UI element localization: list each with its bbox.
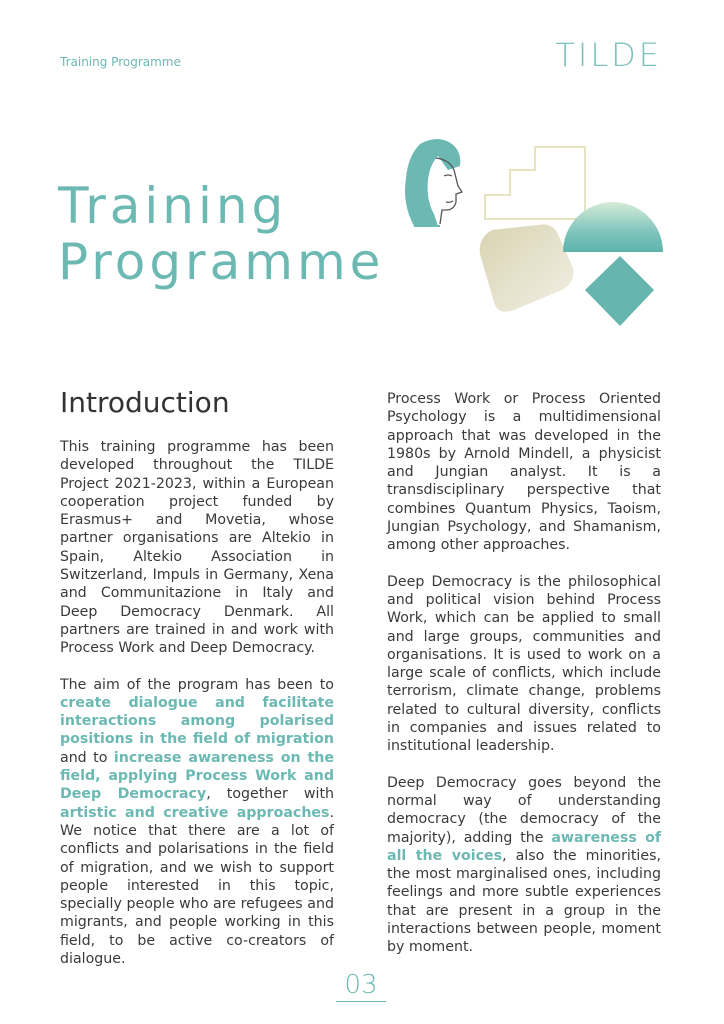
highlight-text: artistic and creative approaches [60, 804, 330, 821]
paragraph: Process Work or Process Oriented Psychology is a multidimensional approach that was developed in the 1980s by Arnold Mindell, a physicist and Jungian analyst. It is a transdisciplinary perspective that combines Quantum Physics, Taoism, Jungian Psychology, and Shamanism, among other approaches. [387, 391, 661, 554]
highlight-text: awareness of all the voices [387, 829, 661, 864]
head-profile-icon [405, 139, 462, 226]
page-number: 03 [344, 970, 378, 1000]
text-run: The aim of the program has been to [60, 676, 334, 693]
text-run: and to [60, 749, 114, 766]
page-title-line-1: Training [58, 177, 288, 235]
header-label: Training Programme [60, 55, 181, 69]
right-column [387, 390, 661, 975]
stairs-icon [485, 147, 585, 219]
paragraph: Deep Democracy is the philosophical and political vision behind Process Work, which can be applied to small and large groups, communities and organisations. It is used to work on a large scale of conflicts, which include terrorism, climate change, problems related to cultural diversity, conflicts in companies and issues related to institutional leadership. [387, 573, 661, 755]
text-run: Deep Democracy goes beyond the normal way of understanding democracy (the democracy of the majority), adding the [387, 774, 661, 846]
left-column [60, 438, 334, 986]
page-title [58, 178, 384, 290]
half-circle-icon [563, 202, 663, 252]
section-title: Introduction [60, 386, 230, 419]
brand-logo: TILDE [555, 36, 662, 74]
page-title-line-2: Programme [58, 233, 385, 291]
text-run: , together with [206, 786, 334, 803]
page-number-underline [336, 1001, 386, 1002]
paragraph [387, 774, 661, 957]
highlight-text: create dialogue and facilitate interactions among polarised positions in the field of migration [60, 694, 334, 748]
text-run: . We notice that there are a lot of conflicts and polarisations in the field of migration, and we wish to support people interested in this topic, specially people who are refugees and migrants, and people working in this field, to be active co-creators of dialogue. [60, 804, 334, 968]
rounded-parallelogram-icon [480, 224, 574, 311]
paragraph: This training programme has been developed throughout the TILDE Project 2021-2023, within a European cooperation project funded by Erasmus+ and Movetia, whose partner organisations are Altekio in Spain, Altekio Association in Switzerland, Impuls in Germany, Xena and Communitazione in Italy and Deep Democracy Denmark. All partners are trained in and work with Process Work and Deep Democracy. [60, 439, 334, 657]
highlight-text: increase awareness on the field, applying Process Work and Deep Democracy [60, 749, 334, 803]
illustration [380, 130, 670, 340]
diamond-icon [585, 256, 654, 326]
paragraph [60, 676, 334, 969]
text-run: , also the minorities, the most marginalised ones, including feelings and more subtle experiences that are present in a group in the interactions between people, moment by moment. [387, 847, 661, 956]
